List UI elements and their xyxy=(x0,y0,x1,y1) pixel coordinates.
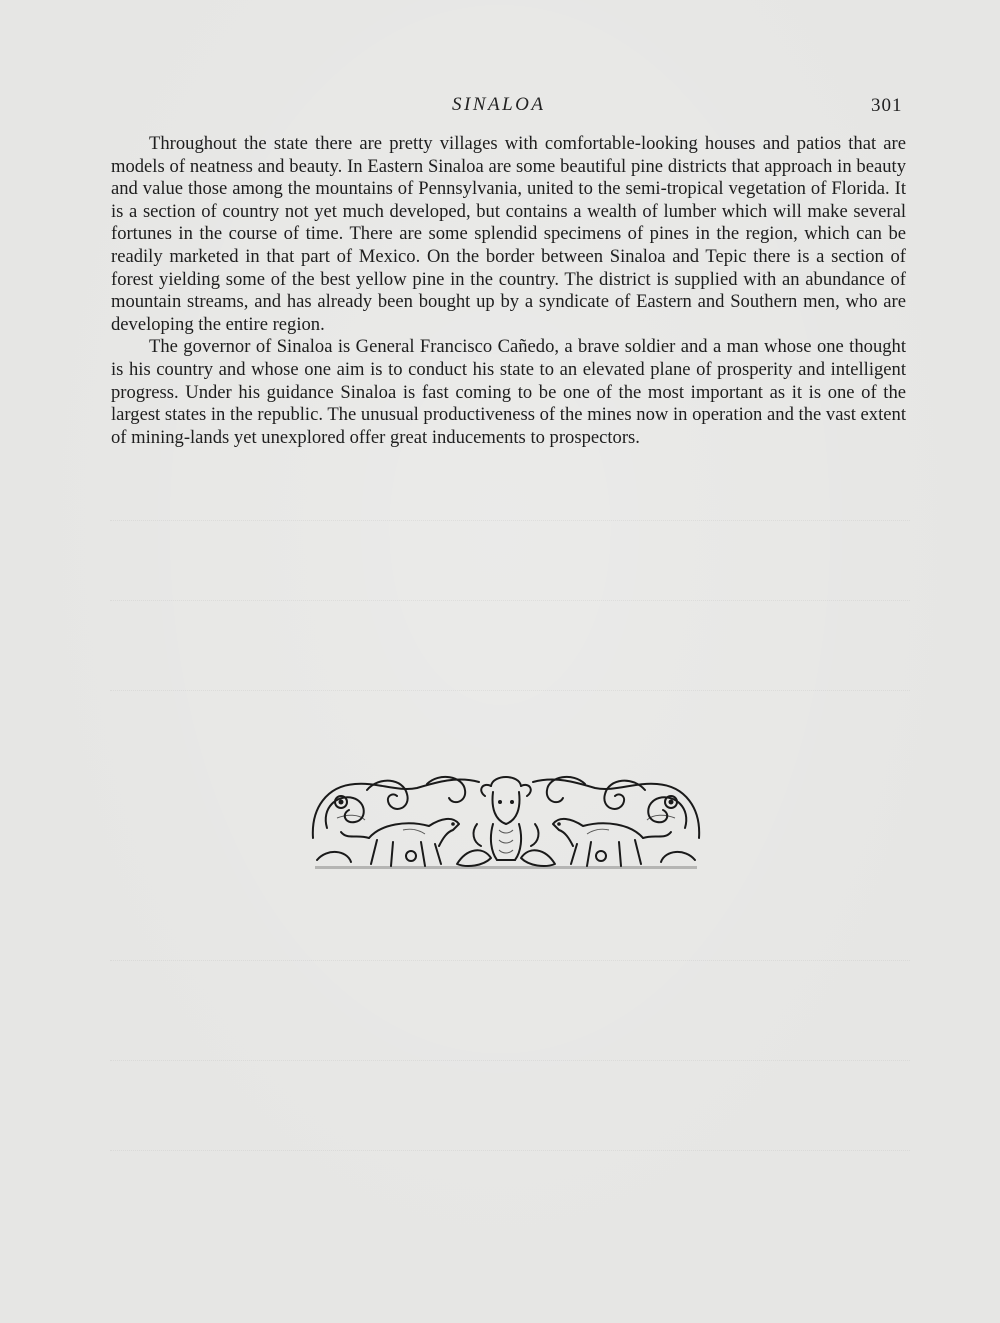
show-through-line xyxy=(110,600,910,611)
page-number: 301 xyxy=(871,95,903,116)
running-title: SINALOA xyxy=(452,94,546,115)
show-through-line xyxy=(110,520,910,531)
running-head xyxy=(0,94,1000,124)
paragraph: The governor of Sinaloa is General Francisco Cañedo, a brave soldier and a man whose one thought is his country and whose one aim is to conduct his state to an elevated plane of prosperity and intelligent progress. Under his guidance Sinaloa is fast coming to be one of the most important as it is one of the largest states in the republic. The unusual productiveness of the mines now in operation and the vast extent of mining-lands yet unexplored offer great inducements to prospectors. xyxy=(111,336,906,448)
show-through-line xyxy=(110,690,910,701)
decorative-tailpiece-icon xyxy=(307,768,705,872)
body-text xyxy=(111,133,906,449)
show-through-line xyxy=(110,1150,910,1161)
show-through-line xyxy=(110,1060,910,1071)
paragraph: Throughout the state there are pretty villages with comfortable-looking houses and patios that are models of neatness and beauty. In Eastern Sinaloa are some beautiful pine districts that approach in beauty and value those among the mountains of Pennsylvania, united to the semi-tropical vegetation of Florida. It is a section of country not yet much developed, but contains a wealth of lumber which will make several fortunes in the course of time. There are some splendid specimens of pines in the region, which can be readily marketed in that part of Mexico. On the border between Sinaloa and Tepic there is a section of forest yielding some of the best yellow pine in the country. The district is supplied with an abundance of mountain streams, and has already been bought up by a syndicate of Eastern and Southern men, who are developing the entire region. xyxy=(111,133,906,335)
show-through-line xyxy=(110,960,910,971)
